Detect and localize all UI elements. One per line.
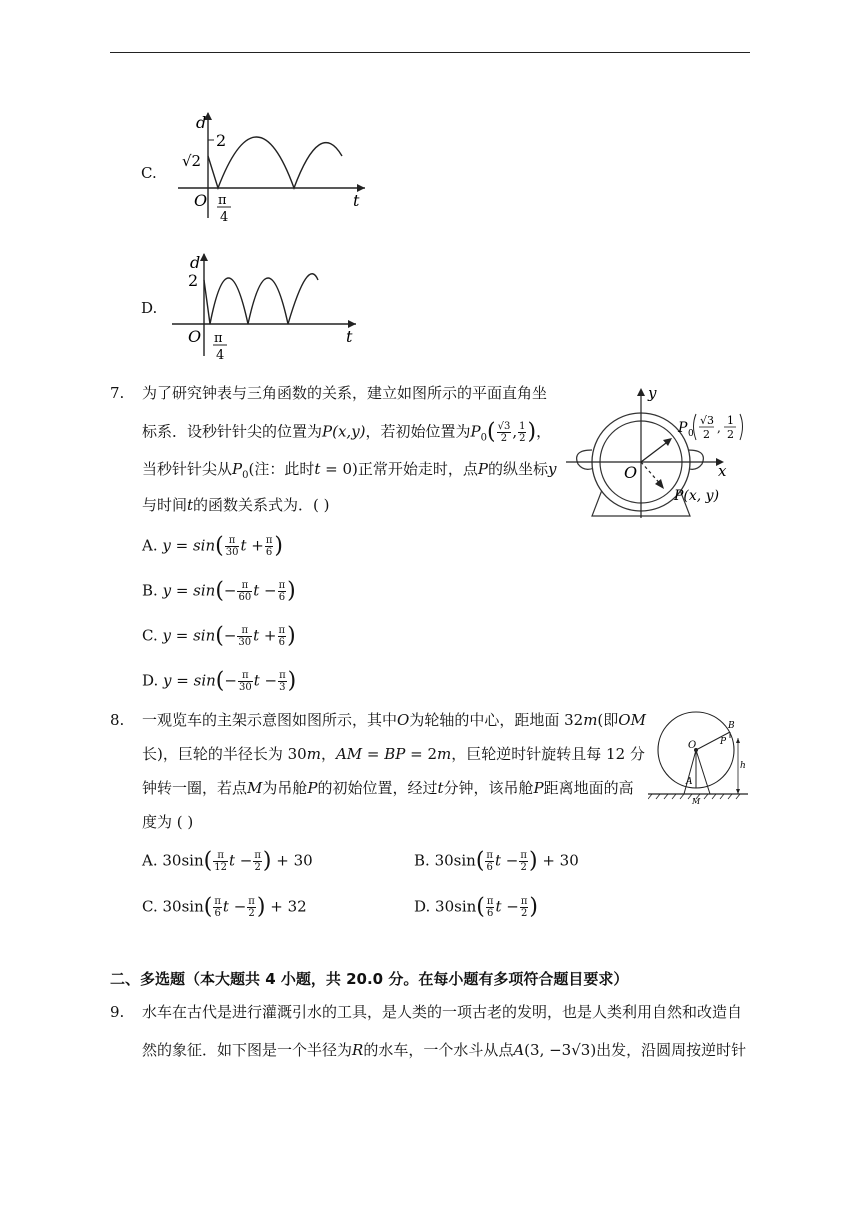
clock-ear-left [577,450,594,469]
q7-line-1: 为了研究钟表与三角函数的关系，建立如图所示的平面直角坐 [142,384,548,402]
svg-text:M: M [692,797,701,804]
clock-pxy: P(x, y) [674,488,720,504]
q8-line-4: 度为 ( ) [142,813,194,831]
svg-text:√3: √3 [700,414,715,427]
svg-text:B: B [728,721,735,731]
graph-d-t-label: t [346,327,353,346]
q8-line-3: 钟转一圈，若点M为吊舱P的初始位置，经过t分钟，该吊舱P距离地面的高 [142,779,634,797]
graph-c-four: 4 [220,210,229,225]
graph-d-four: 4 [216,348,225,363]
svg-text:2: 2 [703,428,710,441]
svg-text:h: h [740,761,746,771]
graph-d-curve [204,274,318,324]
graph-c-two: 2 [216,131,227,150]
graph-d-label: D. [141,299,158,317]
q8-ferris-figure [648,708,752,804]
q7-option-b[interactable]: B. y = sin(− $\frac{\pi}{60}$ t − $\frac{\pi}{6}$ ) [142,578,296,604]
graph-c-t-label: t [353,191,360,210]
svg-text:P: P [720,737,727,747]
q8-line-1: 一观览车的主架示意图如图所示，其中O为轮轴的中心，距地面 32m(即OM [142,711,646,729]
svg-text:2: 2 [727,428,734,441]
q7-option-c[interactable]: C. y = sin(− $\frac{\pi}{30}$ t + $\frac{\pi}{6}$ ) [142,623,296,649]
q8-option-a[interactable]: A. 30sin( $\frac{\pi}{12}$ t − $\frac{\pi}{2}$ ) + 30 [142,848,313,874]
q8-option-d[interactable]: D. 30sin( $\frac{\pi}{6}$ t − $\frac{\pi}{2}$ ) [414,894,539,920]
q8-number: 8. [110,711,125,729]
graph-c-origin: O [194,191,208,210]
graph-d-pi: π [214,331,223,346]
graph-d-origin: O [188,327,202,346]
svg-text:0: 0 [688,429,694,439]
graph-d-two: 2 [188,271,199,290]
q8-option-b[interactable]: B. 30sin( $\frac{\pi}{6}$ t − $\frac{\pi}{2}$ ) + 30 [414,848,579,874]
q9-line-2: 然的象征．如下图是一个半径为R的水车，一个水斗从点A(3, −3√3)出发，沿圆周按逆时针 [142,1041,747,1059]
q7-clock-figure [562,380,762,520]
graph-c-label: C. [141,164,157,182]
clock-p0: P [678,420,688,436]
graph-c-pi: π [218,193,227,208]
svg-text:O: O [688,740,697,751]
graph-d-d-label: d [190,253,201,272]
graph-d [170,246,370,366]
q7-line-2: 标系．设秒针针尖的位置为P(x,y)，若初始位置为$P_0$( $\frac{√3}{2}$ , $\frac{1}{2}$ )， [142,419,552,445]
clock-x-label: x [718,462,727,480]
graph-c-d-label: d [196,113,207,132]
q7-line-4: 与时间t的函数关系式为．( ) [142,496,330,514]
q7-option-d[interactable]: D. y = sin(− $\frac{\pi}{30}$ t − $\frac{\pi}{3}$ ) [142,668,297,694]
clock-origin: O [624,463,638,482]
q7-option-a[interactable]: A. y = sin( $\frac{\pi}{30}$ t + $\frac{\pi}{6}$ ) [142,533,283,559]
graph-c-sqrt2: √2 [182,152,202,170]
q9-line-1: 水车在古代是进行灌溉引水的工具，是人类的一项古老的发明，也是人类利用自然和改造自 [142,1003,743,1021]
svg-text:1: 1 [727,414,734,427]
q8-option-c[interactable]: C. 30sin( $\frac{\pi}{6}$ t − $\frac{\pi}{2}$ ) + 32 [142,894,307,920]
svg-text:,: , [717,421,721,435]
section-2-title: 二、多选题（本大题共 4 小题，共 20.0 分。在每小题有多项符合题目要求） [110,970,629,988]
q7-line-3: 当秒针针尖从$P_0$(注：此时t = 0)正常开始走时，点P的纵坐标y [142,460,557,481]
graph-d-d-arrow [200,253,208,261]
q7-number: 7. [110,384,125,402]
q9-number: 9. [110,1003,125,1021]
svg-text:A: A [686,777,693,787]
graph-c-curve [208,137,342,188]
clock-y-label: y [648,384,657,402]
q8-line-2: 长)，巨轮的半径长为 30m，AM = BP = 2m，巨轮逆时针旋转且每 12 分 [142,745,645,763]
graph-c [170,108,370,228]
header-rule [110,52,750,53]
